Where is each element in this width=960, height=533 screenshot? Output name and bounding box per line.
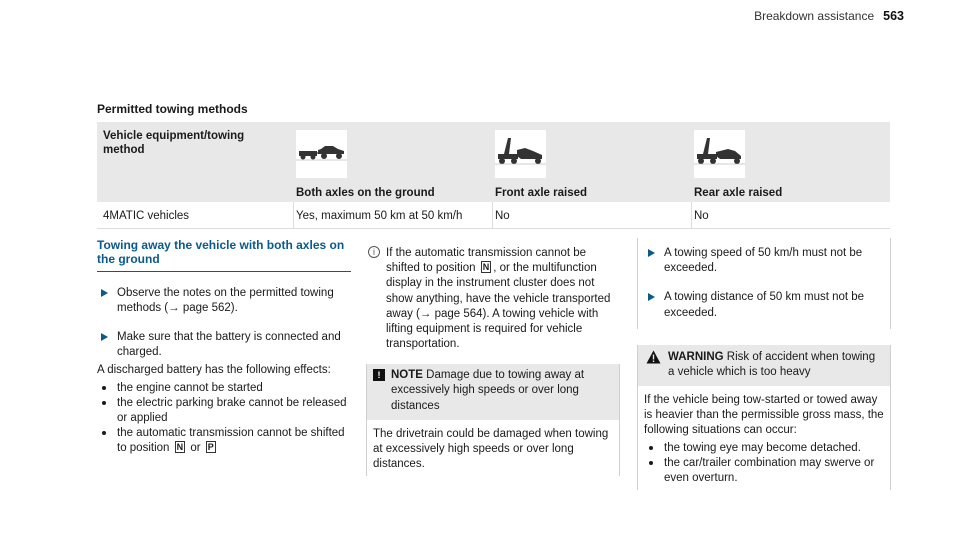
gear-p-key: P	[207, 442, 214, 453]
step-text: A towing distance of 50 km must not be exceeded.	[664, 291, 865, 319]
list-item-text: the automatic transmission cannot be shifted to position	[117, 427, 345, 455]
page-number: 563	[883, 9, 904, 23]
list-item: the towing eye may become detached.	[644, 441, 884, 456]
gear-n-key: N	[482, 262, 490, 273]
effects-list	[97, 381, 351, 457]
info-text-post: , or the multifunction display in the instrument cluster does not show anything, have the vehicle transported away (→ page 564). A towing vehicle with lifting equipment is required for vehicle transportation.	[386, 262, 611, 351]
warning-body	[638, 386, 890, 490]
step-text: Observe the notes on the permitted towing methods (→ page 562).	[117, 286, 334, 314]
note-body: The drivetrain could be damaged when towing at excessively high speeds or over long distances.	[373, 427, 609, 471]
method-both-axles: Both axles on the ground	[296, 187, 435, 199]
list-item: the engine cannot be started	[97, 381, 351, 396]
step-item	[97, 286, 351, 316]
note-title: Damage due to towing away at excessively high speeds or over long distances	[391, 369, 585, 412]
info-icon: i	[368, 246, 380, 258]
paragraph: A discharged battery has the following effects:	[97, 364, 331, 377]
section-heading: Towing away the vehicle with both axles on the ground	[97, 238, 351, 272]
step-text: Make sure that the battery is connected and charged.	[117, 331, 341, 359]
column-towing-procedure	[97, 238, 351, 457]
warning-text: If the vehicle being tow-started or towed away is heavier than the permissible gross mass, the following situations can occur:	[644, 394, 884, 437]
towing-flat-icon	[296, 130, 347, 178]
warning-label: WARNING	[668, 350, 724, 363]
column-limits-warning	[637, 238, 891, 490]
note-label: NOTE	[391, 369, 423, 382]
step-arrow-icon	[101, 333, 108, 341]
cell-rear-raised: No	[694, 210, 709, 222]
step-text: A towing speed of 50 km/h must not be exceeded.	[664, 247, 863, 275]
table-divider	[492, 202, 493, 229]
warning-list	[644, 441, 884, 487]
list-item: the car/trailer combination may swerve or even overturn.	[644, 456, 884, 486]
step-item	[644, 276, 884, 320]
warning-box	[637, 345, 891, 490]
towing-methods-table	[97, 122, 890, 229]
list-item: the electric parking brake cannot be released or applied	[97, 396, 351, 426]
note-header	[367, 364, 619, 420]
cell-both-axles: Yes, maximum 50 km at 50 km/h	[296, 210, 463, 222]
section-title: Breakdown assistance	[754, 9, 875, 23]
step-item	[97, 330, 351, 360]
info-block	[366, 246, 620, 352]
step-arrow-icon	[648, 293, 655, 301]
table-title: Permitted towing methods	[97, 102, 248, 116]
method-front-raised: Front axle raised	[495, 187, 588, 199]
warning-header	[638, 345, 890, 386]
cell-equipment: 4MATIC vehicles	[103, 210, 190, 222]
cell-front-raised: No	[495, 210, 510, 222]
limits-frame	[637, 238, 891, 329]
list-item	[97, 426, 351, 456]
column-info-note	[366, 238, 620, 476]
column-header-equipment: Vehicle equipment/towing method	[103, 130, 245, 157]
or-text: or	[190, 442, 201, 455]
towing-front-raised-icon	[495, 130, 546, 178]
table-divider	[293, 202, 294, 229]
warning-title: Risk of accident when towing a vehicle which is too heavy	[668, 350, 876, 378]
exclamation-icon: !	[373, 369, 385, 381]
note-box	[366, 364, 620, 476]
gear-n-key: N	[176, 442, 184, 453]
step-arrow-icon	[101, 289, 108, 297]
page-header	[754, 8, 904, 25]
table-divider	[691, 202, 692, 229]
step-arrow-icon	[648, 249, 655, 257]
info-text-pre: If the automatic transmission cannot be shifted to position	[386, 247, 587, 275]
table-row	[97, 202, 890, 229]
table-header	[97, 122, 890, 202]
method-rear-raised: Rear axle raised	[694, 187, 783, 199]
warning-triangle-icon	[646, 350, 661, 364]
towing-rear-raised-icon	[694, 130, 745, 178]
step-item	[644, 238, 884, 276]
